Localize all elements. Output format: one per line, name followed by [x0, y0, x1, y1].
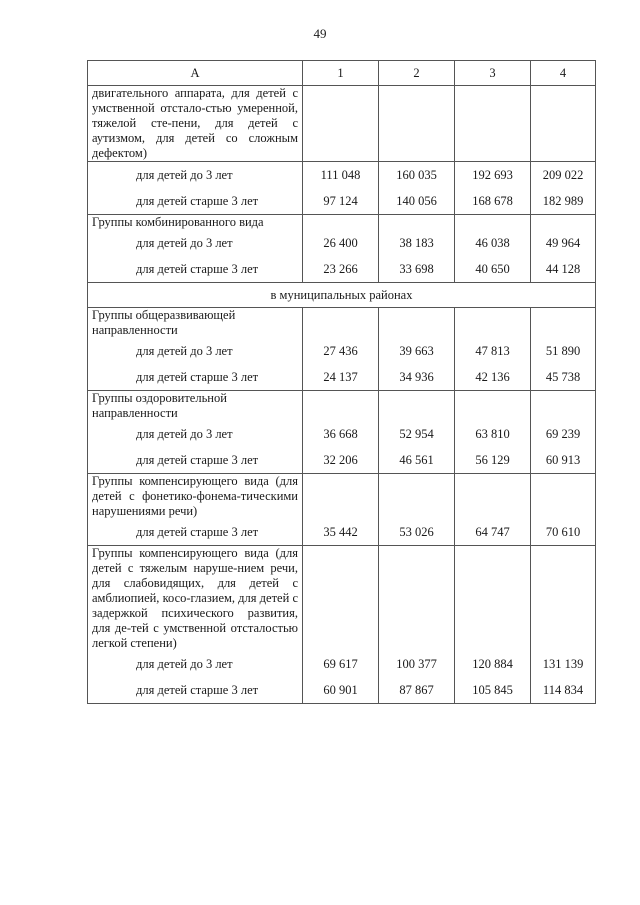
- table-cell: 69 239: [531, 421, 596, 447]
- table-group-title-row: [88, 308, 596, 339]
- table-row: [88, 230, 596, 256]
- row-label: для детей старше 3 лет: [88, 256, 303, 283]
- table-row: [88, 364, 596, 391]
- table-cell: 34 936: [379, 364, 455, 391]
- table-cell: 114 834: [531, 677, 596, 704]
- table-row: [88, 519, 596, 546]
- table-cell: 33 698: [379, 256, 455, 283]
- row-label: для детей до 3 лет: [88, 338, 303, 364]
- table-cell: 87 867: [379, 677, 455, 704]
- table-cell: 49 964: [531, 230, 596, 256]
- table-cell: 63 810: [455, 421, 531, 447]
- table-cell: 160 035: [379, 162, 455, 189]
- page-number: 49: [313, 26, 327, 41]
- group-title: Группы общеразвивающей направленности: [88, 308, 303, 339]
- table-cell: 120 884: [455, 651, 531, 677]
- table-group-title-row: [88, 391, 596, 422]
- table-cell: 105 845: [455, 677, 531, 704]
- table-row: [88, 162, 596, 189]
- table-cell: 97 124: [303, 188, 379, 215]
- table-cell: 36 668: [303, 421, 379, 447]
- table-cell: 51 890: [531, 338, 596, 364]
- table-cell: 60 901: [303, 677, 379, 704]
- column-header: 1: [303, 61, 379, 86]
- row-label: для детей до 3 лет: [88, 162, 303, 189]
- table-row: [88, 677, 596, 704]
- table-group-title-row: [88, 474, 596, 520]
- table-cell: 38 183: [379, 230, 455, 256]
- row-label: для детей старше 3 лет: [88, 447, 303, 474]
- table-cell: 60 913: [531, 447, 596, 474]
- table-row: [88, 256, 596, 283]
- table-cell: 209 022: [531, 162, 596, 189]
- table-cell: 46 561: [379, 447, 455, 474]
- table-cell: 168 678: [455, 188, 531, 215]
- group-title: Группы оздоровительной направленности: [88, 391, 303, 422]
- table-header-row: [88, 61, 596, 86]
- table-cell: 27 436: [303, 338, 379, 364]
- table-group-title-row: [88, 546, 596, 652]
- table-row: [88, 447, 596, 474]
- column-header: 3: [455, 61, 531, 86]
- table-cell: 56 129: [455, 447, 531, 474]
- group-title: Группы комбинированного вида: [88, 215, 303, 231]
- table-row: [88, 338, 596, 364]
- section-row: [88, 283, 596, 308]
- table-cell: 69 617: [303, 651, 379, 677]
- table-cell: 35 442: [303, 519, 379, 546]
- row-label: для детей до 3 лет: [88, 230, 303, 256]
- table-group-title-row: [88, 215, 596, 231]
- row-label: для детей старше 3 лет: [88, 519, 303, 546]
- table-cell: 23 266: [303, 256, 379, 283]
- section-title: в муниципальных районах: [88, 283, 596, 308]
- table-cell: 39 663: [379, 338, 455, 364]
- table-cell: 140 056: [379, 188, 455, 215]
- row-label: для детей до 3 лет: [88, 421, 303, 447]
- table-cell: 111 048: [303, 162, 379, 189]
- group-title: Группы компенсирующего вида (для детей с тяжелым наруше-нием речи, для слабовидящих, для детей с амблиопией, косо-глазием, для детей с задержкой психического развития, для де-тей с умственной отсталостью легкой степени): [88, 546, 303, 652]
- row-label: для детей старше 3 лет: [88, 364, 303, 391]
- group-title: двигательного аппарата, для детей с умственной отстало-стью умеренной, тяжелой сте-пени, для детей с аутизмом, для детей со сложным дефектом): [88, 86, 303, 162]
- table-cell: 24 137: [303, 364, 379, 391]
- table-cell: 45 738: [531, 364, 596, 391]
- table-cell: 182 989: [531, 188, 596, 215]
- row-label: для детей старше 3 лет: [88, 677, 303, 704]
- table-cell: 100 377: [379, 651, 455, 677]
- table-row: [88, 421, 596, 447]
- column-header: А: [88, 61, 303, 86]
- table-cell: 52 954: [379, 421, 455, 447]
- data-table: [87, 60, 596, 704]
- table-row: [88, 651, 596, 677]
- table-group-title-row: [88, 86, 596, 162]
- table-cell: 46 038: [455, 230, 531, 256]
- table-cell: 40 650: [455, 256, 531, 283]
- table-cell: 32 206: [303, 447, 379, 474]
- table-cell: 192 693: [455, 162, 531, 189]
- table-cell: 131 139: [531, 651, 596, 677]
- table-cell: 64 747: [455, 519, 531, 546]
- group-title: Группы компенсирующего вида (для детей с фонетико-фонема-тическими нарушениями речи): [88, 474, 303, 520]
- table-cell: 44 128: [531, 256, 596, 283]
- column-header: 4: [531, 61, 596, 86]
- column-header: 2: [379, 61, 455, 86]
- table-cell: 42 136: [455, 364, 531, 391]
- table-cell: 47 813: [455, 338, 531, 364]
- table-cell: 70 610: [531, 519, 596, 546]
- table-cell: 26 400: [303, 230, 379, 256]
- table-cell: 53 026: [379, 519, 455, 546]
- row-label: для детей старше 3 лет: [88, 188, 303, 215]
- row-label: для детей до 3 лет: [88, 651, 303, 677]
- table-row: [88, 188, 596, 215]
